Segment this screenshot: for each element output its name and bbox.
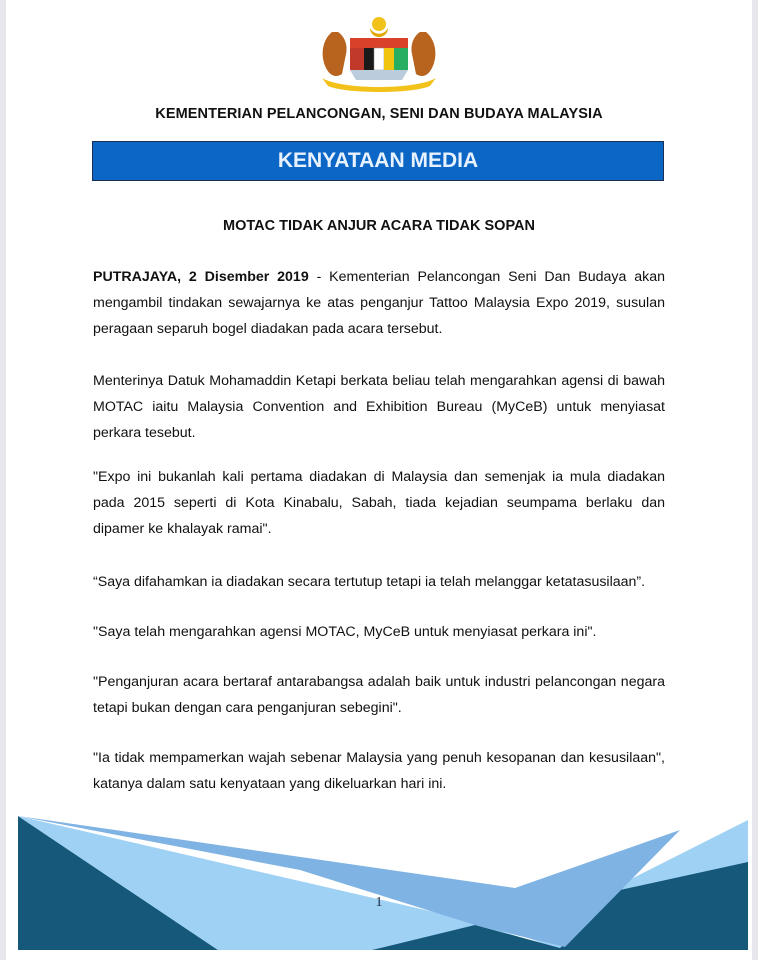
banner-title: KENYATAAN MEDIA <box>277 149 479 172</box>
paragraph-3: "Expo ini bukanlah kali pertama diadakan di Malaysia dan semenjak ia mula diadakan pada 2015 seperti di Kota Kinabalu, Sabah, tiada kejadian seumpama berlaku dan dipamer ke khalayak ramai". <box>93 469 665 537</box>
paragraph-1-text: - Kementerian Pelancongan Seni Dan Budaya akan mengambil tindakan sewajarnya ke atas penganjur Tattoo Malaysia Expo 2019, susulan peragaan separuh bogel diadakan pada acara tersebut. <box>93 269 665 337</box>
ministry-name: KEMENTERIAN PELANCONGAN, SENI DAN BUDAYA MALAYSIA <box>155 106 603 122</box>
crest-tiger-left <box>323 32 347 76</box>
paragraph-4: “Saya difahamkan ia diadakan secara tertutup tetapi ia telah melanggar ketatasusilaan”. <box>93 574 646 590</box>
crest-shield-top <box>350 38 408 48</box>
crest-sun <box>372 17 386 31</box>
media-statement-banner <box>92 141 664 181</box>
paragraph-5: "Saya telah mengarahkan agensi MOTAC, MyCeB untuk menyiasat perkara ini". <box>93 624 597 640</box>
paragraph-7: "Ia tidak mempamerkan wajah sebenar Malaysia yang penuh kesopanan dan kesusilaan", katanya dalam satu kenyataan yang dikeluarkan hari ini. <box>93 750 665 792</box>
page-number: 1 <box>375 895 383 910</box>
paragraph-1 <box>93 264 665 342</box>
footer-decoration <box>0 800 758 960</box>
paragraph-6: "Penganjuran acara bertaraf antarabangsa adalah baik untuk industri pelancongan negara tetapi bukan dengan cara penganjuran sebegini". <box>93 674 665 716</box>
crest-scroll <box>322 78 436 92</box>
paragraph-2: Menterinya Datuk Mohamaddin Ketapi berkata beliau telah mengarahkan agensi di bawah MOTAC iaitu Malaysia Convention and Exhibition Bureau (MyCeB) untuk menyiasat perkara tesebut. <box>93 373 665 441</box>
crest-tiger-right <box>411 32 435 76</box>
press-headline: MOTAC TIDAK ANJUR ACARA TIDAK SOPAN <box>222 218 535 234</box>
coat-of-arms-logo <box>312 14 446 94</box>
dateline: PUTRAJAYA, 2 Disember 2019 <box>93 269 309 285</box>
